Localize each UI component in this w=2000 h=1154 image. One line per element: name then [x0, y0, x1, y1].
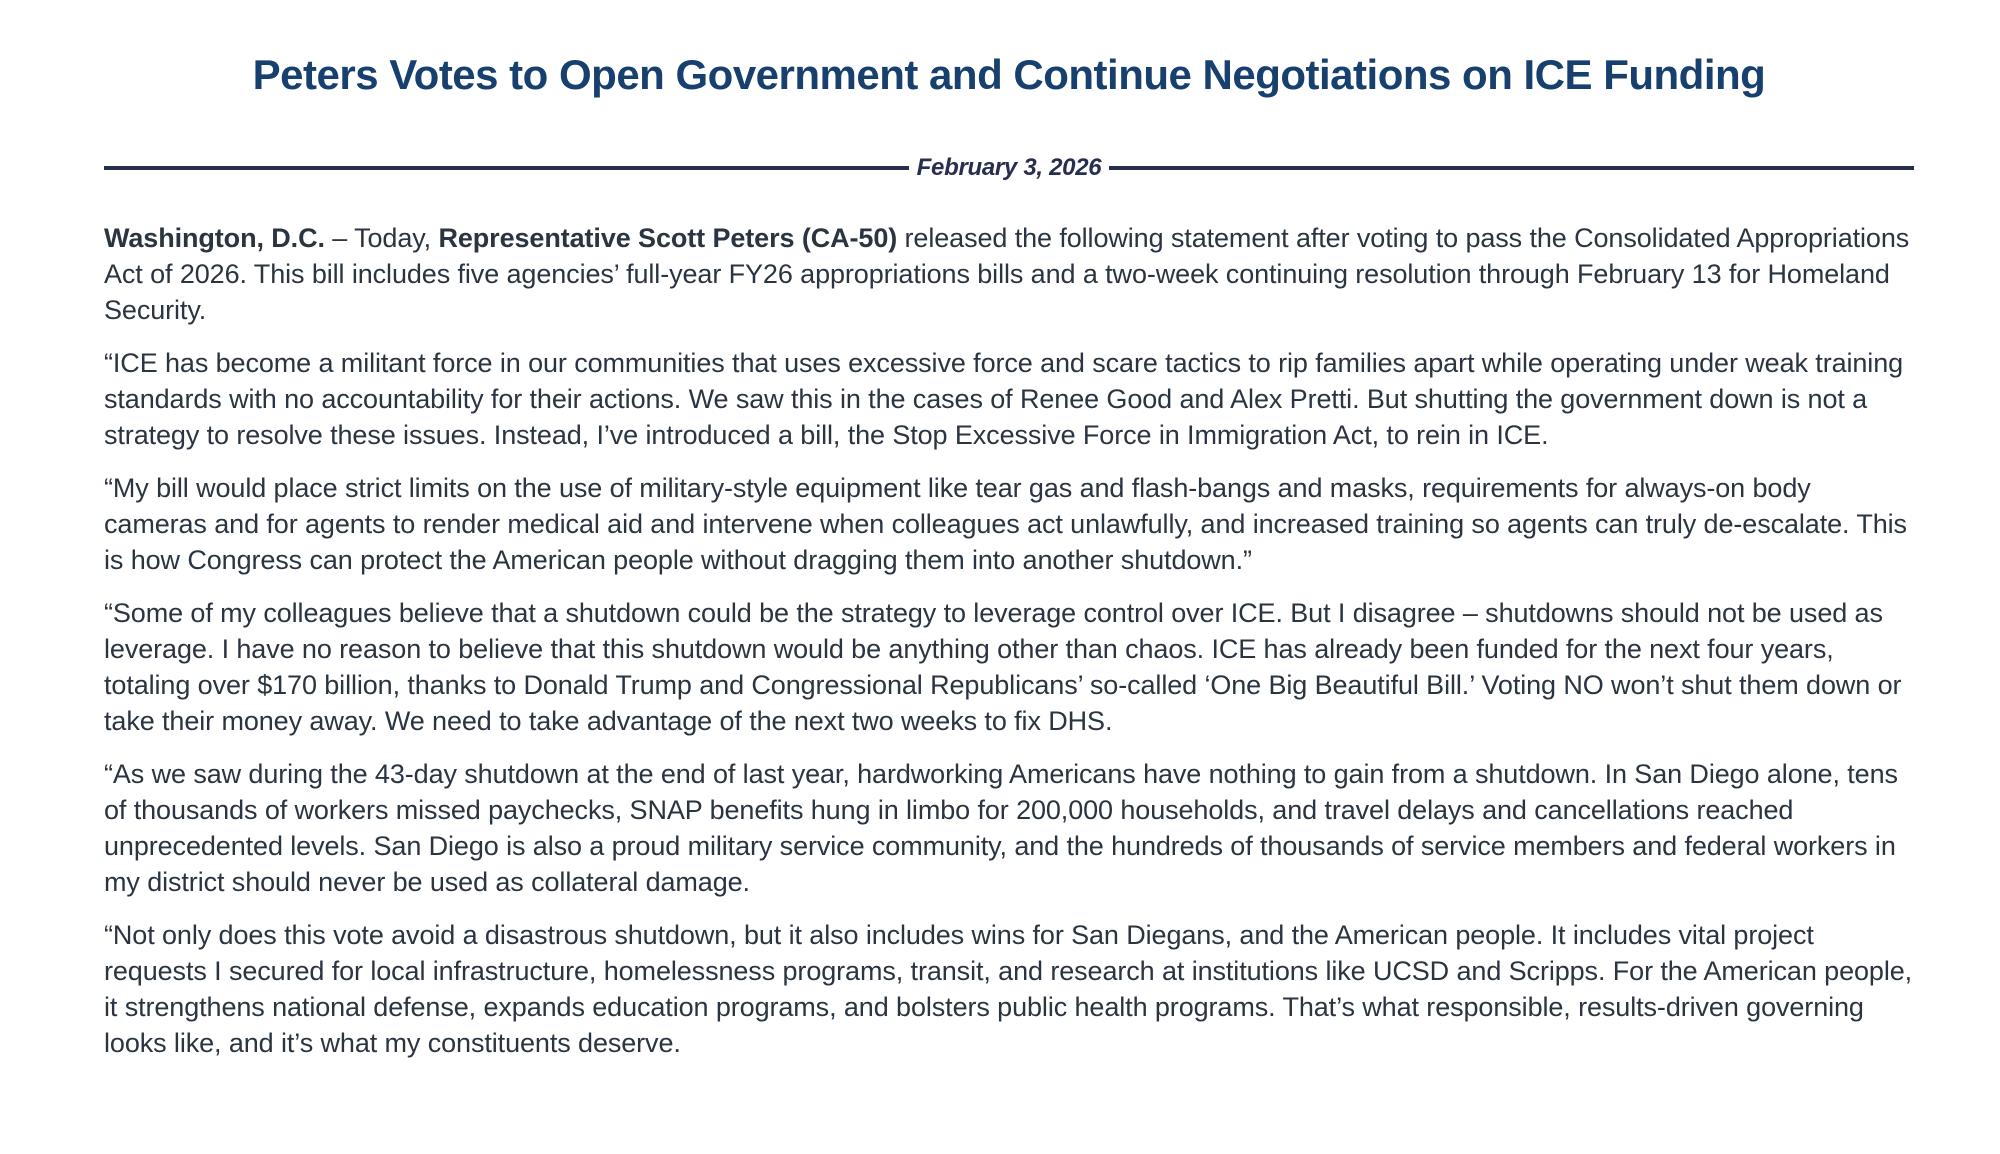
- date-divider: [104, 152, 1914, 184]
- press-date: February 3, 2026: [916, 154, 1102, 181]
- paragraph-43-day-shutdown: “As we saw during the 43-day shutdown at the end of last year, hardworking Americans have nothing to gain from a shutdown. In San Diego alone, tens of thousands of workers missed paychecks, SNAP benefits hung in limbo for 200,000 households, and travel delays and cancellations reached unprecedented levels. San Diego is also a proud military service community, and the hundreds of thousands of service members and federal workers in my district should never be used as collateral damage.: [104, 759, 1898, 897]
- dateline-statement: released the following statement after voting to pass the Consolidated Appropriations Act of 2026. This bill includes five agencies’ full-year FY26 appropriations bills and a two-week continuing resolution through February 13 for Homeland Security.: [104, 223, 1910, 325]
- article-body: [104, 220, 1914, 1061]
- paragraph-dateline: [104, 220, 1914, 328]
- paragraph-bill-limits: “My bill would place strict limits on the use of military-style equipment like tear gas and flash-bangs and masks, requirements for always-on body cameras and for agents to render medical aid and intervene when colleagues act unlawfully, and increased training so agents can truly de-escalate. This is how Congress can protect the American people without dragging them into another shutdown.”: [104, 473, 1907, 575]
- paragraph-vote-wins: “Not only does this vote avoid a disastrous shutdown, but it also includes wins for San Diegans, and the American people. It includes vital project requests I secured for local infrastructure, homelessness programs, transit, and research at institutions like UCSD and Scripps. For the American people, it strengthens national defense, expands education programs, and bolsters public health programs. That’s what responsible, results-driven governing looks like, and it’s what my constituents deserve.: [104, 920, 1913, 1058]
- paragraph-ice-militant-force: “ICE has become a militant force in our communities that uses excessive force and scare tactics to rip families apart while operating under weak training standards with no accountability for their actions. We saw this in the cases of Renee Good and Alex Pretti. But shutting the government down is not a strategy to resolve these issues. Instead, I’ve introduced a bill, the Stop Excessive Force in Immigration Act, to rein in ICE.: [104, 348, 1904, 450]
- divider-rule-right: [1109, 166, 1914, 170]
- page-title: Peters Votes to Open Government and Continue Negotiations on ICE Funding: [252, 51, 1766, 98]
- dateline-location: Washington, D.C.: [104, 223, 325, 253]
- dateline-representative: Representative Scott Peters (CA-50): [438, 223, 898, 253]
- paragraph-shutdown-leverage: “Some of my colleagues believe that a shutdown could be the strategy to leverage control over ICE. But I disagree – shutdowns should not be used as leverage. I have no reason to believe that this shutdown would be anything other than chaos. ICE has already been funded for the next four years, totaling over $170 billion, thanks to Donald Trump and Congressional Republicans’ so-called ‘One Big Beautiful Bill.’ Voting NO won’t shut them down or take their money away. We need to take advantage of the next two weeks to fix DHS.: [104, 598, 1902, 736]
- dateline-connector: – Today,: [324, 223, 439, 253]
- press-release-page: [0, 50, 2000, 1154]
- divider-rule-left: [104, 166, 909, 170]
